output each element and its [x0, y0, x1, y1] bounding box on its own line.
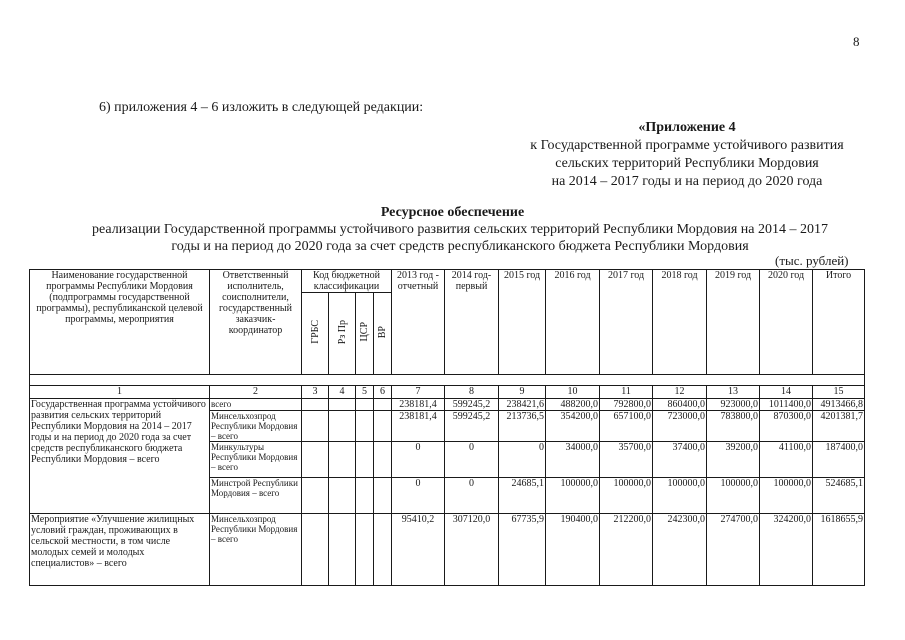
column-number-row [30, 386, 865, 399]
row-year-value: 657100,0 [600, 411, 653, 442]
row-total-value: 1618655,9 [813, 514, 865, 586]
header-budget-code: Код бюджетной классификации [302, 270, 392, 293]
column-number: 13 [707, 386, 760, 399]
appendix-header [462, 119, 905, 191]
row-year-value: 100000,0 [600, 478, 653, 514]
row-year-value: 238181,4 [392, 399, 445, 411]
column-number: 10 [546, 386, 600, 399]
row-year-value: 0 [445, 478, 499, 514]
row-year-value: 0 [392, 442, 445, 478]
row-year-value: 238181,4 [392, 411, 445, 442]
row-year-value: 488200,0 [546, 399, 600, 411]
row-budget-code [374, 399, 392, 411]
row-budget-code [302, 411, 329, 442]
row-year-value: 860400,0 [653, 399, 707, 411]
row-year-value: 307120,0 [445, 514, 499, 586]
table-row [30, 514, 865, 586]
row-budget-code [302, 399, 329, 411]
column-number: 5 [356, 386, 374, 399]
row-year-value: 35700,0 [600, 442, 653, 478]
row-budget-code [329, 442, 356, 478]
column-number: 14 [760, 386, 813, 399]
column-number: 12 [653, 386, 707, 399]
column-number: 6 [374, 386, 392, 399]
row-year-value: 274700,0 [707, 514, 760, 586]
row-year-value: 39200,0 [707, 442, 760, 478]
table-row [30, 399, 865, 411]
header-year: 2015 год [499, 270, 546, 375]
header-executor: Ответственный исполнитель, соисполнители, государственный заказчик-координатор [210, 270, 302, 375]
column-number: 9 [499, 386, 546, 399]
row-year-value: 599245,2 [445, 399, 499, 411]
row-total-value: 187400,0 [813, 442, 865, 478]
column-number: 1 [30, 386, 210, 399]
row-budget-code [356, 514, 374, 586]
row-budget-code [356, 442, 374, 478]
column-number: 8 [445, 386, 499, 399]
header-year: 2016 год [546, 270, 600, 375]
row-budget-code [356, 411, 374, 442]
row-year-value: 1011400,0 [760, 399, 813, 411]
row-year-value: 190400,0 [546, 514, 600, 586]
row-budget-code [329, 514, 356, 586]
row-year-value: 870300,0 [760, 411, 813, 442]
row-total-value: 4913466,8 [813, 399, 865, 411]
row-year-value: 34000,0 [546, 442, 600, 478]
row-year-value: 212200,0 [600, 514, 653, 586]
column-number: 3 [302, 386, 329, 399]
column-number: 7 [392, 386, 445, 399]
row-executor: Минкультуры Республики Мордовия – всего [210, 442, 302, 478]
header-year: 2017 год [600, 270, 653, 375]
row-year-value: 0 [445, 442, 499, 478]
row-total-value: 4201381,7 [813, 411, 865, 442]
row-year-value: 213736,5 [499, 411, 546, 442]
intro-text: 6) приложения 4 – 6 изложить в следующей редакции: [99, 100, 424, 115]
header-csr: ЦСР [356, 293, 374, 375]
appendix-title: «Приложение 4 [638, 120, 736, 135]
row-program-name: Мероприятие «Улучшение жилищных условий граждан, проживающих в сельской местности, в том числе молодых семей и молодых специалистов» – всего [30, 514, 210, 586]
row-budget-code [329, 411, 356, 442]
row-budget-code [302, 514, 329, 586]
header-total: Итого [813, 270, 865, 375]
row-year-value: 41100,0 [760, 442, 813, 478]
report-title: Ресурсное обеспечение [380, 205, 525, 220]
row-budget-code [302, 442, 329, 478]
header-rzpr: Рз Пр [329, 293, 356, 375]
report-subtitle-line: реализации Государственной программы устойчивого развития сельских территорий Республики Мордовия на 2014 – 2017 [92, 222, 828, 237]
header-vr: ВР [374, 293, 392, 375]
row-budget-code [329, 478, 356, 514]
row-year-value: 242300,0 [653, 514, 707, 586]
row-year-value: 324200,0 [760, 514, 813, 586]
row-budget-code [374, 478, 392, 514]
report-subtitle-line: годы и на период до 2020 года за счет средств республиканского бюджета Республики Мордовия [171, 239, 749, 254]
row-year-value: 0 [392, 478, 445, 514]
header-year: 2020 год [760, 270, 813, 375]
row-budget-code [356, 478, 374, 514]
row-year-value: 923000,0 [707, 399, 760, 411]
row-year-value: 37400,0 [653, 442, 707, 478]
row-year-value: 67735,9 [499, 514, 546, 586]
row-budget-code [302, 478, 329, 514]
column-number: 4 [329, 386, 356, 399]
appendix-line: на 2014 – 2017 годы и на период до 2020 года [551, 174, 823, 189]
header-year: 2014 год- первый [445, 270, 499, 375]
row-year-value: 100000,0 [653, 478, 707, 514]
row-year-value: 95410,2 [392, 514, 445, 586]
row-budget-code [356, 399, 374, 411]
appendix-line: сельских территорий Республики Мордовия [555, 156, 819, 171]
row-year-value: 354200,0 [546, 411, 600, 442]
resource-table [29, 269, 865, 586]
row-executor: Минстрой Республики Мордовия – всего [210, 478, 302, 514]
header-year: 2013 год - отчетный [392, 270, 445, 375]
column-number: 15 [813, 386, 865, 399]
header-name: Наименование государственной программы Республики Мордовия (подпрограммы государственной программы), республиканской целевой программы, мероприятия [30, 270, 210, 375]
row-budget-code [374, 514, 392, 586]
row-year-value: 783800,0 [707, 411, 760, 442]
row-year-value: 24685,1 [499, 478, 546, 514]
report-subtitle [30, 221, 890, 255]
header-year: 2018 год [653, 270, 707, 375]
row-year-value: 100000,0 [546, 478, 600, 514]
row-executor: всего [210, 399, 302, 411]
row-year-value: 792800,0 [600, 399, 653, 411]
row-budget-code [374, 442, 392, 478]
row-budget-code [329, 399, 356, 411]
row-year-value: 599245,2 [445, 411, 499, 442]
row-year-value: 238421,6 [499, 399, 546, 411]
row-total-value: 524685,1 [813, 478, 865, 514]
row-program-name: Государственная программа устойчивого развития сельских территорий Республики Мордовия на 2014 – 2017 годы и на период до 2020 года за счет средств республиканского бюджета Республики Мордовия – всего [30, 399, 210, 514]
header-year: 2019 год [707, 270, 760, 375]
column-number: 11 [600, 386, 653, 399]
appendix-line: к Государственной программе устойчивого развития [530, 138, 844, 153]
page-number: 8 [853, 34, 860, 49]
row-year-value: 0 [499, 442, 546, 478]
header-grbs: ГРБС [302, 293, 329, 375]
units-label: (тыс. рублей) [775, 253, 849, 268]
row-year-value: 723000,0 [653, 411, 707, 442]
row-year-value: 100000,0 [760, 478, 813, 514]
row-executor: Минсельхозпрод Республики Мордовия – всего [210, 514, 302, 586]
column-number: 2 [210, 386, 302, 399]
row-budget-code [374, 411, 392, 442]
row-executor: Минсельхозпрод Республики Мордовия – всего [210, 411, 302, 442]
row-year-value: 100000,0 [707, 478, 760, 514]
